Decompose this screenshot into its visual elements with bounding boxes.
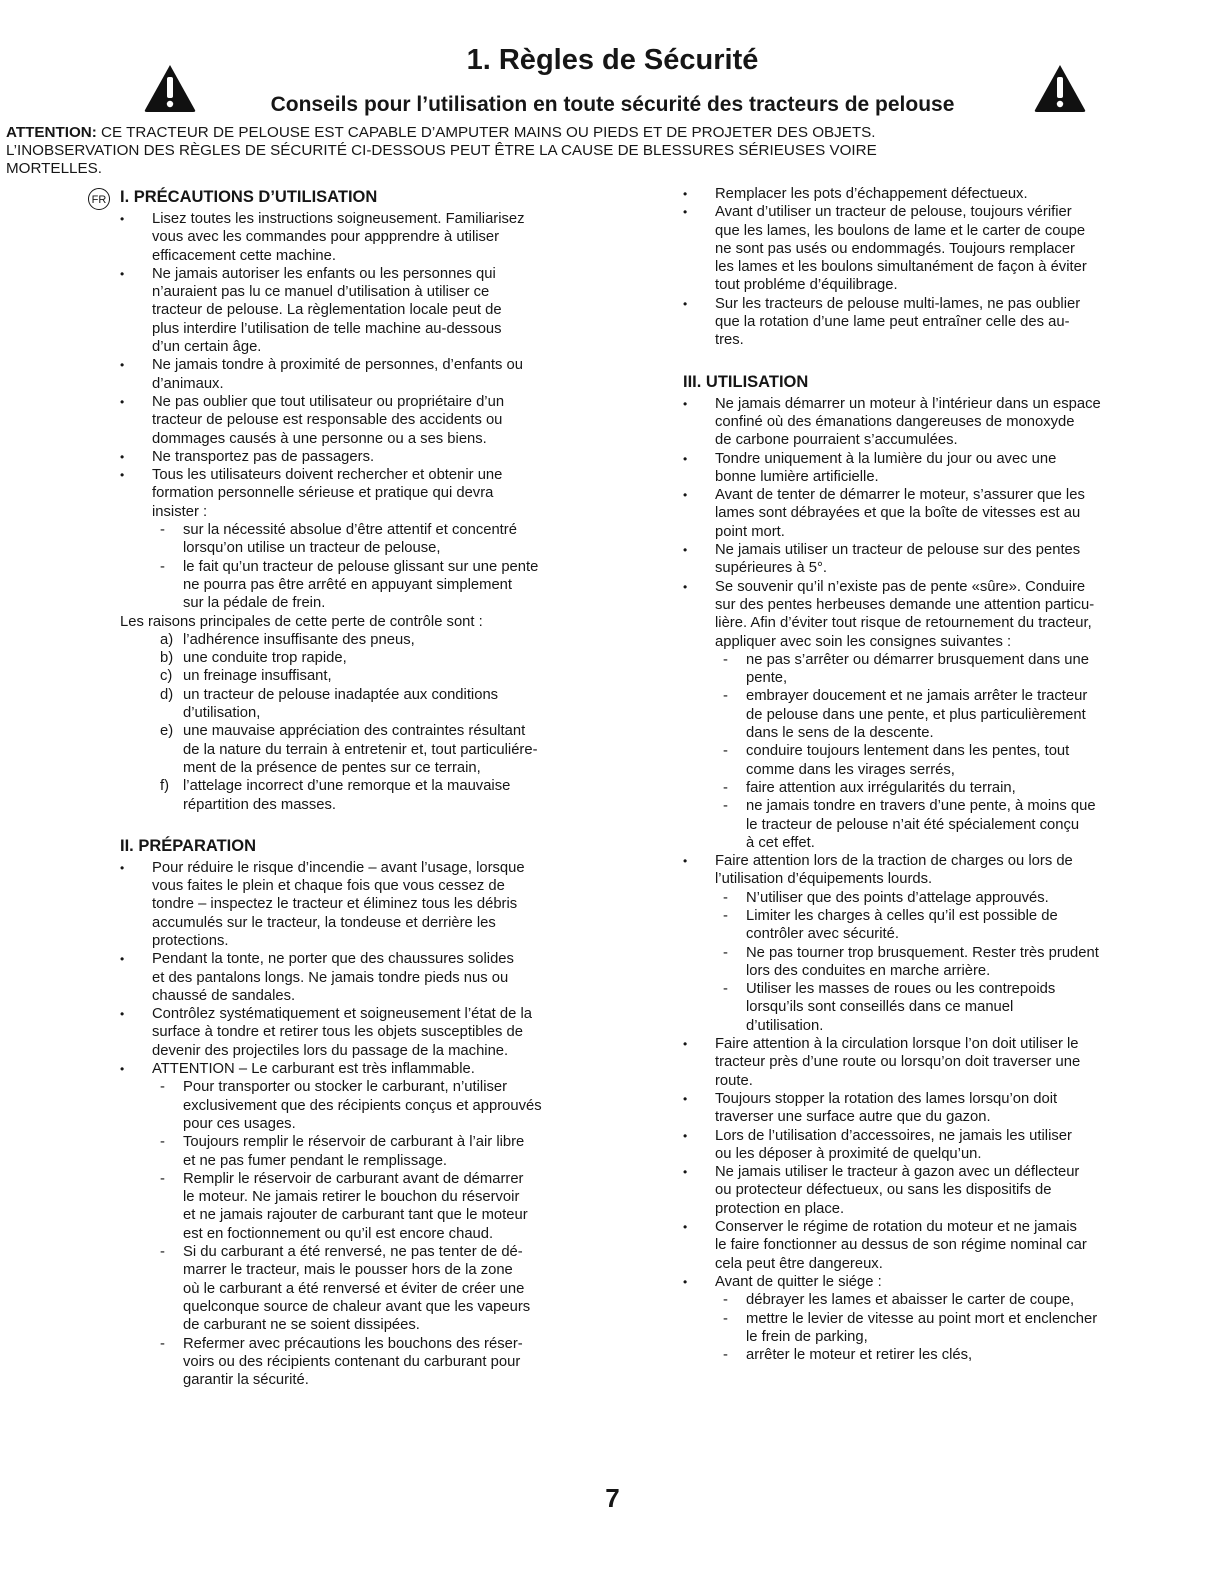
text-line: • Contrôlez systématiquement et soigneusement l’état de la bbox=[152, 1006, 532, 1023]
text-line: - le fait qu’un tracteur de pelouse glissant sur une pente bbox=[183, 558, 539, 575]
dash-item bbox=[120, 1170, 592, 1243]
text-line: voirs ou des récipients contenant du carburant pour bbox=[183, 1353, 521, 1370]
left-column bbox=[120, 185, 592, 1389]
text-line: • Tous les utilisateurs doivent rechercher et obtenir une bbox=[152, 467, 503, 484]
section-title: II. PRÉPARATION bbox=[120, 836, 256, 855]
text-line: une conduite trop rapide, bbox=[183, 650, 347, 667]
text-line: de la nature du terrain à entretenir et, tout particuliére- bbox=[183, 741, 538, 758]
text-line: tracteur de pelouse. La règlementation locale peut de bbox=[152, 302, 502, 319]
bullet-item bbox=[120, 448, 592, 466]
dash-item bbox=[683, 797, 1129, 852]
text-line: est en foctionnement ou qu’il est encore chaud. bbox=[183, 1225, 494, 1242]
bullet-item bbox=[683, 1163, 1129, 1218]
text-line: cela peut être dangereux. bbox=[715, 1255, 883, 1272]
text-line: et des pantalons longs. Ne jamais tondre pieds nus ou bbox=[152, 969, 509, 986]
text-line: le faire fonctionner au dessus de son régime nominal car bbox=[715, 1237, 1087, 1254]
text-line: exclusivement que des récipients conçus et approuvés bbox=[183, 1097, 542, 1114]
text-line: - Si du carburant a été renversé, ne pas tenter de dé- bbox=[183, 1244, 523, 1261]
text-line: et ne jamais rajouter de carburant tant que le moteur bbox=[183, 1207, 528, 1224]
text-line: • Ne pas oublier que tout utilisateur ou propriétaire d’un bbox=[152, 393, 505, 410]
text-line: dans le sens de la descente. bbox=[746, 725, 934, 742]
dash-item bbox=[683, 1346, 1129, 1364]
section-precautions bbox=[120, 185, 592, 814]
dash-item bbox=[120, 1078, 592, 1133]
text-line: - ne pas s’arrêter ou démarrer brusquement dans une bbox=[746, 651, 1089, 668]
text-line: protections. bbox=[152, 932, 229, 949]
section-utilisation bbox=[683, 370, 1129, 1365]
text-line: • Se souvenir qu’il n’existe pas de pente «sûre». Conduire bbox=[715, 578, 1086, 595]
text-line: - sur la nécessité absolue d’être attentif et concentré bbox=[183, 522, 517, 539]
item-marker: a) bbox=[160, 631, 174, 648]
text-line: le moteur. Ne jamais retirer le bouchon du réservoir bbox=[183, 1189, 520, 1206]
bullet-item bbox=[683, 541, 1129, 578]
text-line: pour ces usages. bbox=[183, 1115, 296, 1132]
dash-item bbox=[683, 742, 1129, 779]
text-line: • Tondre uniquement à la lumière du jour ou avec une bbox=[715, 450, 1057, 467]
text-line: - N’utiliser que des points d’attelage approuvés. bbox=[746, 889, 1049, 906]
text-line: - Pour transporter ou stocker le carburant, n’utiliser bbox=[183, 1079, 508, 1096]
text-line: tondre – inspectez le tracteur et éliminez tous les débris bbox=[152, 896, 518, 913]
text-line: d’utilisation, bbox=[183, 705, 261, 722]
text-line: • Avant de tenter de démarrer le moteur, s’assurer que les bbox=[715, 487, 1085, 504]
bullet-item bbox=[120, 859, 592, 950]
item-list bbox=[120, 859, 592, 1390]
text-line: insister : bbox=[152, 503, 208, 520]
dash-item bbox=[683, 1291, 1129, 1309]
text-line: - Remplir le réservoir de carburant avant de démarrer bbox=[183, 1170, 524, 1187]
text-line: appliquer avec soin les consignes suivantes : bbox=[715, 633, 1012, 650]
language-badge: FR bbox=[88, 188, 110, 210]
text-line: - Utiliser les masses de roues ou les contrepoids bbox=[746, 981, 1056, 998]
text-line: lors des conduites en marche arrière. bbox=[746, 962, 991, 979]
bullet-item bbox=[120, 466, 592, 521]
text-line: protection en place. bbox=[715, 1200, 845, 1217]
text-line: supérieures à 5°. bbox=[715, 560, 828, 577]
section-title: I. PRÉCAUTIONS D’UTILISATION bbox=[120, 188, 378, 206]
text-line: ment de la présence de pentes sur ce terrain, bbox=[183, 759, 481, 776]
text-line: • Ne jamais utiliser un tracteur de pelouse sur des pentes bbox=[715, 542, 1081, 559]
text-line: et ne pas fumer pendant le remplissage. bbox=[183, 1152, 448, 1169]
attention-line: MORTELLES. bbox=[6, 160, 102, 177]
lettered-item bbox=[120, 777, 592, 814]
dash-item bbox=[683, 687, 1129, 742]
dash-item bbox=[683, 944, 1129, 981]
bullet-item bbox=[120, 1005, 592, 1060]
dash-item bbox=[120, 1243, 592, 1334]
text-line: répartition des masses. bbox=[183, 796, 336, 813]
text-line: • Ne jamais démarrer un moteur à l’intérieur dans un espace bbox=[715, 395, 1101, 412]
text-line: que les lames, les boulons de lame et le carter de coupe bbox=[715, 222, 1086, 239]
right-column bbox=[683, 185, 1129, 1364]
text-line: • Avant de quitter le siége : bbox=[715, 1273, 882, 1290]
page-subtitle: Conseils pour l’utilisation en toute sécurité des tracteurs de pelouse bbox=[270, 93, 955, 116]
paragraph bbox=[120, 613, 592, 631]
item-marker: f) bbox=[160, 778, 170, 795]
text-line: - Refermer avec précautions les bouchons des réser- bbox=[183, 1335, 523, 1352]
text-line: - ne jamais tondre en travers d’une pente, à moins que bbox=[746, 798, 1096, 815]
text-line: un freinage insuffisant, bbox=[183, 668, 332, 685]
bullet-item bbox=[120, 265, 592, 356]
text-line: • Toujours stopper la rotation des lames lorsqu’on doit bbox=[715, 1090, 1058, 1107]
dash-item bbox=[120, 521, 592, 558]
text-line: • ATTENTION – Le carburant est très inflammable. bbox=[152, 1061, 475, 1078]
text-line: lames sont débrayées et que la boîte de vitesses est au bbox=[715, 505, 1081, 522]
text-line: n’auraient pas lu ce manuel d’utilisation à utiliser ce bbox=[152, 284, 490, 301]
bullet-item bbox=[683, 852, 1129, 889]
text-line: - arrêter le moteur et retirer les clés, bbox=[746, 1347, 973, 1364]
text-line: lorsqu’on utilise un tracteur de pelouse, bbox=[183, 540, 441, 557]
text-line: une mauvaise appréciation des contraintes résultant bbox=[183, 723, 526, 740]
text-line: chaussé de sandales. bbox=[152, 987, 296, 1004]
text-line: garantir la sécurité. bbox=[183, 1372, 309, 1389]
text-line: - Ne pas tourner trop brusquement. Rester très prudent bbox=[746, 944, 1099, 961]
text-line: • Ne jamais utiliser le tracteur à gazon avec un déflecteur bbox=[715, 1164, 1080, 1181]
bullet-item bbox=[683, 185, 1129, 203]
bullet-item bbox=[683, 395, 1129, 450]
bullet-item bbox=[683, 1218, 1129, 1273]
text-line: comme dans les virages serrés, bbox=[746, 761, 955, 778]
attention-line: ATTENTION: CE TRACTEUR DE PELOUSE EST CAPABLE D’AMPUTER MAINS OU PIEDS ET DE PROJETER DES OBJETS. bbox=[6, 124, 876, 141]
text-line: d’un certain âge. bbox=[152, 339, 262, 356]
item-marker: e) bbox=[160, 723, 174, 740]
text-line: sur la pédale de frein. bbox=[183, 595, 326, 612]
lettered-item bbox=[120, 649, 592, 667]
text-line: l’utilisation d’équipements lourds. bbox=[715, 871, 933, 888]
text-line: le frein de parking, bbox=[746, 1328, 868, 1345]
text-line: tracteur de pelouse est responsable des accidents ou bbox=[152, 412, 503, 429]
text-line: lière. Afin d’éviter tout risque de retournement du tracteur, bbox=[715, 615, 1092, 632]
bullet-item bbox=[120, 210, 592, 265]
text-line: de pelouse dans une pente, et plus particulièrement bbox=[746, 706, 1086, 723]
text-line: Les raisons principales de cette perte de contrôle sont : bbox=[120, 613, 483, 630]
text-line: ne pourra pas être arrêté en appuyant simplement bbox=[183, 576, 513, 593]
dash-item bbox=[683, 779, 1129, 797]
dash-item bbox=[683, 980, 1129, 1035]
lettered-item bbox=[120, 722, 592, 777]
bullet-item bbox=[683, 578, 1129, 651]
text-line: • Faire attention lors de la traction de charges ou lors de bbox=[715, 853, 1073, 870]
dash-item bbox=[120, 558, 592, 613]
text-line: à cet effet. bbox=[746, 834, 815, 851]
text-line: • Pour réduire le risque d’incendie – avant l’usage, lorsque bbox=[152, 859, 525, 876]
bullet-item bbox=[683, 1035, 1129, 1090]
dash-item bbox=[683, 1310, 1129, 1347]
text-line: de carburant ne se soient dissipées. bbox=[183, 1317, 420, 1334]
text-line: • Faire attention à la circulation lorsque l’on doit utiliser le bbox=[715, 1036, 1079, 1053]
item-list bbox=[120, 210, 592, 814]
text-line: • Remplacer les pots d’échappement défectueux. bbox=[715, 186, 1028, 202]
text-line: • Lisez toutes les instructions soigneusement. Familiarisez bbox=[152, 211, 525, 227]
text-line: tracteur près d’une route ou lorsqu’on doit traverser une bbox=[715, 1054, 1081, 1071]
text-line: un tracteur de pelouse inadaptée aux conditions bbox=[183, 686, 499, 703]
text-line: • Conserver le régime de rotation du moteur et ne jamais bbox=[715, 1219, 1077, 1236]
bullet-item bbox=[683, 1127, 1129, 1164]
bullet-item bbox=[683, 486, 1129, 541]
text-line: le tracteur de pelouse n’ait été spécialement conçu bbox=[746, 816, 1080, 833]
text-line: route. bbox=[715, 1072, 753, 1089]
lettered-item bbox=[120, 631, 592, 649]
dash-item bbox=[120, 1335, 592, 1390]
text-line: - Toujours remplir le réservoir de carburant à l’air libre bbox=[183, 1134, 525, 1151]
text-line: traverser une surface autre que du gazon. bbox=[715, 1109, 991, 1126]
text-line: tout probléme d’équilibrage. bbox=[715, 277, 898, 294]
attention-warning bbox=[6, 124, 1158, 178]
text-line: vous faites le plein et chaque fois que vous cessez de bbox=[152, 878, 505, 895]
item-marker: c) bbox=[160, 668, 173, 685]
text-line: efficacement cette machine. bbox=[152, 247, 336, 264]
text-line: plus interdire l’utilisation de telle machine au-dessous bbox=[152, 320, 502, 337]
dash-item bbox=[120, 1133, 592, 1170]
text-line: dommages causés à une personne ou a ses biens. bbox=[152, 430, 487, 447]
text-line: contrôler avec sécurité. bbox=[746, 926, 899, 943]
text-line: - conduire toujours lentement dans les pentes, tout bbox=[746, 743, 1070, 760]
lettered-item bbox=[120, 686, 592, 723]
text-line: ou protecteur défectueux, ou sans les dispositifs de bbox=[715, 1182, 1052, 1199]
section-title: III. UTILISATION bbox=[683, 372, 809, 391]
text-line: - faire attention aux irrégularités du terrain, bbox=[746, 779, 1016, 796]
bullet-item bbox=[683, 203, 1129, 294]
item-marker: b) bbox=[160, 650, 174, 667]
text-line: les lames et les boulons simultanément de façon à éviter bbox=[715, 259, 1087, 276]
page-title: 1. Règles de Sécurité bbox=[466, 44, 759, 76]
section-preparation bbox=[120, 834, 592, 1390]
page-number: 7 bbox=[605, 1483, 620, 1513]
text-line: l’adhérence insuffisante des pneus, bbox=[183, 631, 415, 648]
text-line: - Limiter les charges à celles qu’il est possible de bbox=[746, 907, 1058, 924]
item-list bbox=[683, 185, 1129, 350]
text-line: d’utilisation. bbox=[746, 1017, 824, 1034]
text-line: devenir des projectiles lors du passage de la machine. bbox=[152, 1042, 509, 1059]
dash-item bbox=[683, 651, 1129, 688]
text-line: vous avec les commandes pour appprendre à utiliser bbox=[152, 229, 500, 246]
text-line: tres. bbox=[715, 332, 744, 349]
dash-item bbox=[683, 889, 1129, 907]
text-line: ou les déposer à proximité de quelqu’un. bbox=[715, 1145, 982, 1162]
bullet-item bbox=[683, 1273, 1129, 1291]
text-line: • Ne jamais tondre à proximité de personnes, d’enfants ou bbox=[152, 357, 523, 374]
bullet-item bbox=[120, 393, 592, 448]
text-line: surface à tondre et retirer tous les objets susceptibles de bbox=[152, 1024, 523, 1041]
text-line: de carbone pourraient s’accumulées. bbox=[715, 432, 958, 449]
text-line: bonne lumière artificielle. bbox=[715, 468, 879, 485]
text-line: • Pendant la tonte, ne porter que des chaussures solides bbox=[152, 951, 514, 968]
item-list bbox=[683, 395, 1129, 1365]
attention-label: ATTENTION: bbox=[6, 124, 97, 141]
text-line: - embrayer doucement et ne jamais arrêter le tracteur bbox=[746, 688, 1088, 705]
text-line: d’animaux. bbox=[152, 375, 224, 392]
text-line: • Ne jamais autoriser les enfants ou les personnes qui bbox=[152, 265, 496, 282]
text-line: marrer le tracteur, mais le pousser hors de la zone bbox=[183, 1262, 513, 1279]
text-line: l’attelage incorrect d’une remorque et la mauvaise bbox=[183, 778, 511, 795]
bullet-item bbox=[120, 1060, 592, 1078]
text-line: • Lors de l’utilisation d’accessoires, ne jamais les utiliser bbox=[715, 1127, 1072, 1144]
text-line: formation personnelle sérieuse et pratique qui devra bbox=[152, 485, 494, 502]
text-line: • Sur les tracteurs de pelouse multi-lames, ne pas oublier bbox=[715, 295, 1081, 312]
text-line: • Ne transportez pas de passagers. bbox=[152, 448, 375, 465]
text-line: - mettre le levier de vitesse au point mort et enclencher bbox=[746, 1310, 1098, 1327]
lettered-item bbox=[120, 667, 592, 685]
text-line: quelconque source de chaleur avant que les vapeurs bbox=[183, 1298, 531, 1315]
text-line: - débrayer les lames et abaisser le carter de coupe, bbox=[746, 1292, 1075, 1309]
text-line: où le carburant a été renversé et éviter de créer une bbox=[183, 1280, 525, 1297]
item-marker: d) bbox=[160, 686, 174, 703]
text-line: lorsqu’ils sont conseillés dans ce manuel bbox=[746, 999, 1014, 1016]
text-line: que la rotation d’une lame peut entraîner celle des au- bbox=[715, 314, 1070, 331]
bullet-item bbox=[683, 450, 1129, 487]
text-line: pente, bbox=[746, 670, 788, 687]
dash-item bbox=[683, 907, 1129, 944]
text-line: • Avant d’utiliser un tracteur de pelouse, toujours vérifier bbox=[715, 204, 1072, 221]
attention-line: L’INOBSERVATION DES RÈGLES DE SÉCURITÉ CI-DESSOUS PEUT ÊTRE LA CAUSE DE BLESSURES SÉRIEUSES VOIRE bbox=[6, 142, 877, 159]
text-line: ne sont pas usés ou endommagés. Toujours remplacer bbox=[715, 240, 1075, 257]
text-line: confiné où des émanations dangereuses de monoxyde bbox=[715, 413, 1075, 430]
bullet-item bbox=[683, 1090, 1129, 1127]
bullet-item bbox=[120, 356, 592, 393]
text-line: point mort. bbox=[715, 523, 785, 540]
bullet-item bbox=[120, 950, 592, 1005]
bullet-item bbox=[683, 295, 1129, 350]
text-line: sur des pentes herbeuses demande une attention particu- bbox=[715, 596, 1095, 613]
text-line: accumulés sur le tracteur, la tondeuse et derrière les bbox=[152, 914, 496, 931]
